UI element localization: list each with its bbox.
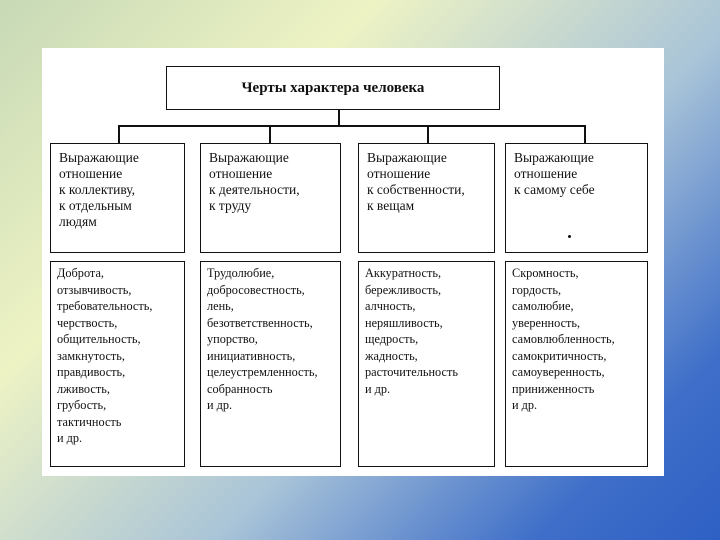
traits-self: Скромность, гордость, самолюбие, уверенность, самовлюбленность, самокритичность, самоуверенность, приниженность и др. xyxy=(505,261,648,467)
heading-self: Выражающие отношение к самому себе xyxy=(505,143,648,253)
connector-col4 xyxy=(584,125,586,143)
slide-canvas xyxy=(42,48,664,476)
connector-horizontal-bar xyxy=(118,125,585,127)
heading-collective: Выражающие отношение к коллективу, к отдельным людям xyxy=(50,143,185,253)
stray-dot xyxy=(568,235,571,238)
connector-col3 xyxy=(427,125,429,143)
heading-work: Выражающие отношение к деятельности, к труду xyxy=(200,143,341,253)
heading-property: Выражающие отношение к собственности, к вещам xyxy=(358,143,495,253)
diagram-title: Черты характера человека xyxy=(166,66,500,110)
traits-work: Трудолюбие, добросовестность, лень, безответственность, упорство, инициативность, целеустремленность, собранность и др. xyxy=(200,261,341,467)
traits-collective: Доброта, отзывчивость, требовательность, черствость, общительность, замкнутость, правдивость, лживость, грубость, тактичность и др. xyxy=(50,261,185,467)
connector-title-stem xyxy=(338,110,340,126)
connector-col1 xyxy=(118,125,120,143)
connector-col2 xyxy=(269,125,271,143)
traits-property: Аккуратность, бережливость, алчность, неряшливость, щедрость, жадность, расточительность и др. xyxy=(358,261,495,467)
